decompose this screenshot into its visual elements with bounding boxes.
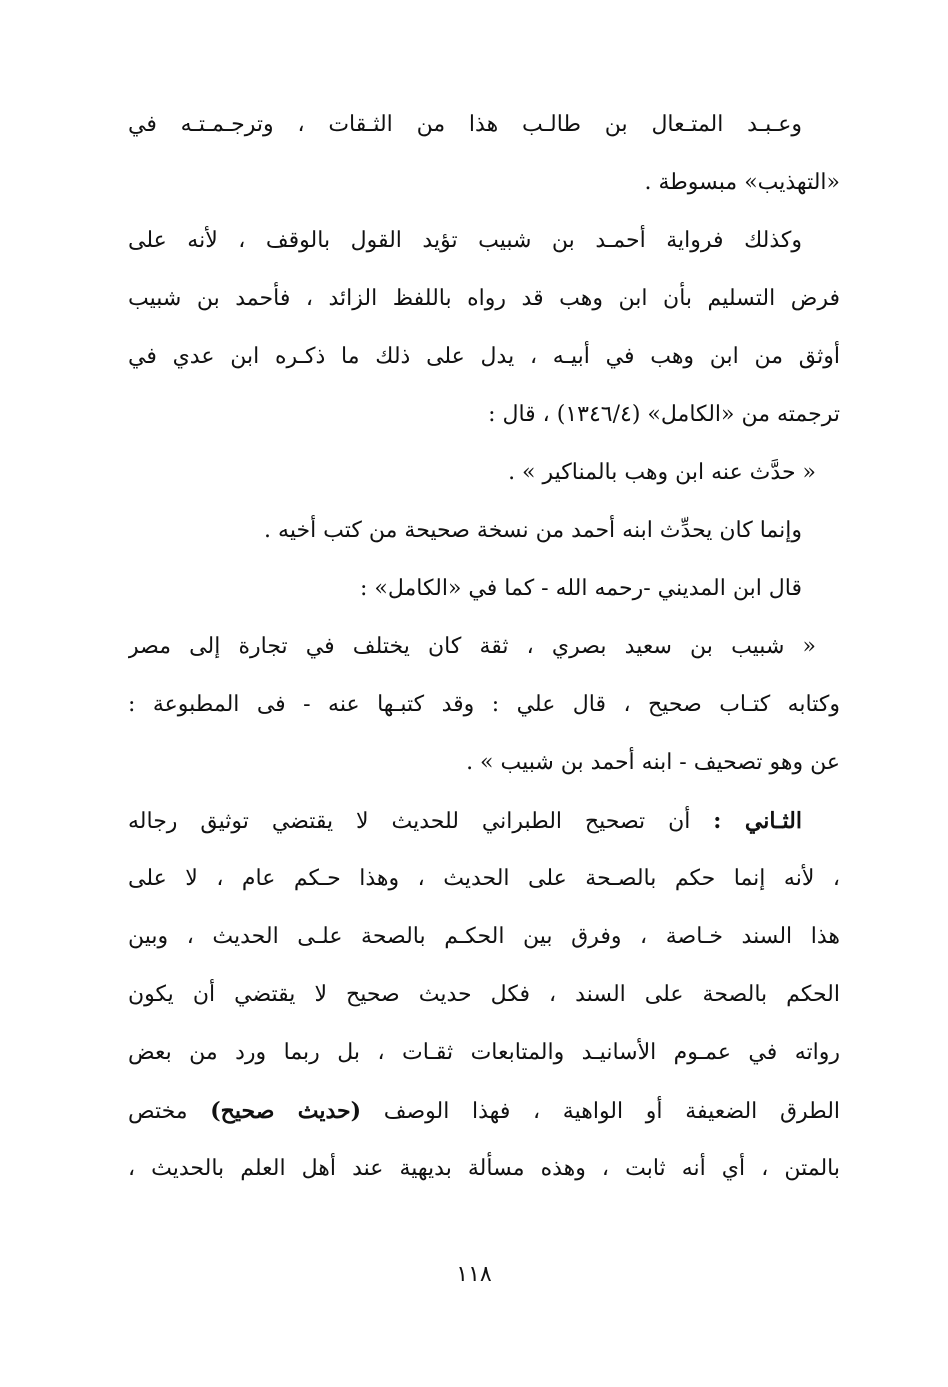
text-line: الطرق الضعيفة أو الواهية ، فهذا الوصف (حديث صحيح) مختص [128,1098,840,1124]
text-line: أوثق من ابن وهب في أبيـه ، يدل على ذلك ما ذكـره ابن عدي في [128,344,840,369]
bold-term: (حديث صحيح) [210,1098,362,1124]
text-line: بالمتن ، أي أنه ثابت ، وهذه مسألة بديهية عند أهل العلم بالحديث ، [128,1156,840,1181]
text-line: وكذلك فرواية أحمـد بن شبيب تؤيد القول بالوقف ، لأنه على [128,228,802,253]
quote-line: « شبيب بن سعيد بصري ، ثقة كان يختلف في تجارة إلى مصر [128,634,816,659]
quote-line: « حدَّث عنه ابن وهب بالمناكير » . [508,460,816,485]
text-line: الحكم بالصحة على السند ، فكل حديث صحيح لا يقتضي أن يكون [128,982,840,1007]
text-line: فرض التسليم بأن ابن وهب قد رواه باللفظ الزائد ، فأحمد بن شبيب [128,286,840,311]
page-number: ١١٨ [456,1262,492,1287]
text-line: «التهذيب» مبسوطة . [644,170,840,195]
text-line: ، لأنه إنما حكم بالصـحة على الحديث ، وهذا حـكم عام ، لا على [128,866,840,891]
text-line: قال ابن المديني -رحمه الله - كما في «الكامل» : [360,576,802,601]
body-text [128,96,840,1198]
text-line: الثـاني : أن تصحيح الطبراني للحديث لا يقتضي توثيق رجاله [128,808,802,834]
text-line: ترجمته من «الكامل» (١٣٤٦/٤) ، قال : [488,402,840,427]
text-line: وإنما كان يحدِّث ابنه أحمد من نسخة صحيحة من كتب أخيه . [264,518,802,543]
quote-line: وكتابه كتـاب صحيح ، قال علي : وقد كتبـها عنه - فى المطبوعة : [128,692,840,717]
quote-line: عن وهو تصحيف - ابنه أحمد بن شبيب » . [466,750,840,775]
text-line: وعـبـد المتـعال بن طالـب هذا من الثـقات ، وترجـمـتـه في [128,112,802,137]
text-line: هذا السند خـاصة ، وفرق بين الحكـم بالصحة علـى الحديث ، وبين [128,924,840,949]
bold-heading: الثـاني : [713,808,802,834]
text-line: رواته في عمـوم الأسانيـد والمتابعات ثقـات ، بل ربما ورد من بعض [128,1040,840,1065]
